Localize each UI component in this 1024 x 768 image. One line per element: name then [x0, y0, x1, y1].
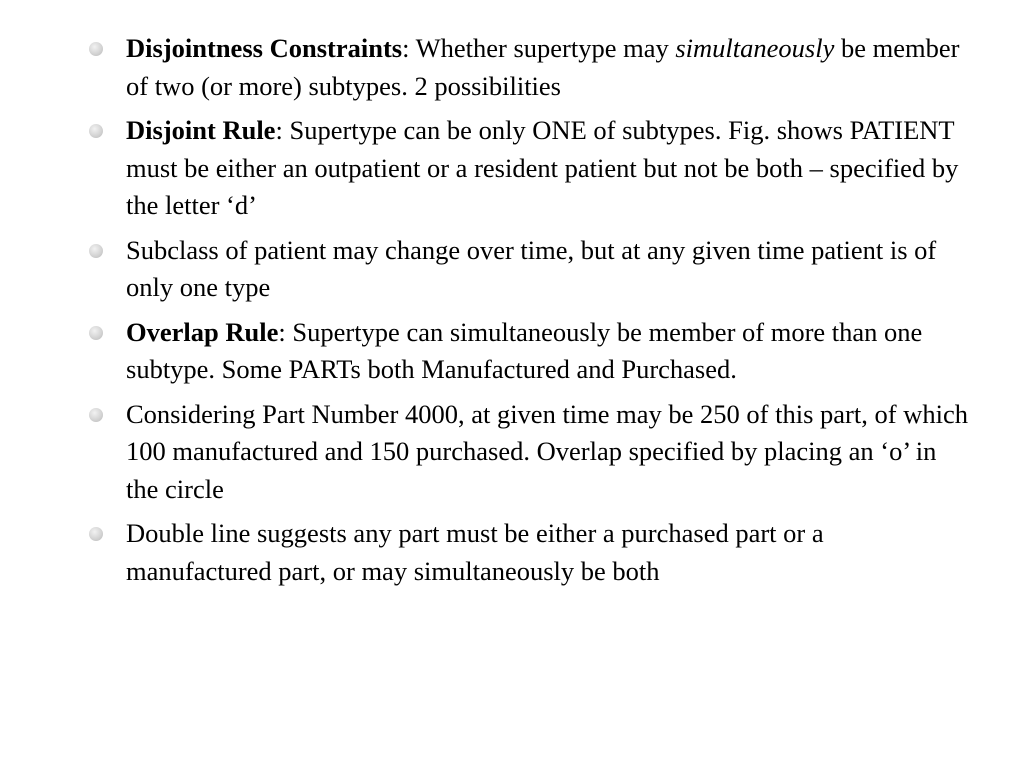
bullet-disjointness-constraints [89, 30, 969, 105]
bullet-text: Double line suggests any part must be either a purchased part or a manufactured part, or may simultaneously be both [126, 518, 824, 586]
bullet-overlap-rule [89, 314, 969, 389]
bullet-term: Overlap Rule [126, 316, 279, 347]
bullet-disjoint-rule [89, 112, 969, 225]
bullet-text: Supertype can simultaneously be member of more than one subtype. Some PARTs both Manufactured and Purchased. [126, 316, 923, 384]
bullet-separator: : [278, 316, 293, 347]
bullet-dot-icon [89, 124, 103, 138]
bullet-separator: : [402, 33, 416, 63]
bullet-term: Disjoint Rule [126, 115, 276, 145]
bullet-part-number-example [89, 396, 969, 509]
bullet-dot-icon [89, 527, 103, 541]
bullet-text: Considering Part Number 4000, at given time may be 250 of this part, of which 100 manufactured and 150 purchased. Overlap specified by placing an ‘o’ in the circle [126, 398, 968, 504]
bullet-dot-icon [89, 408, 103, 422]
bullet-dot-icon [89, 244, 103, 258]
bullet-text: Supertype can be only ONE of subtypes. Fig. shows PATIENT must be either an outpatient or a resident patient but not be both – specified by the letter ‘d’ [126, 115, 959, 220]
bullet-term: Disjointness Constraints [126, 33, 403, 63]
bullet-list [89, 30, 969, 597]
bullet-separator: : [275, 115, 290, 145]
bullet-double-line [89, 515, 969, 590]
bullet-dot-icon [89, 326, 103, 340]
bullet-text: Whether supertype may [415, 33, 676, 63]
bullet-dot-icon [89, 42, 103, 56]
bullet-text: be member of two (or more) subtypes. 2 possibilities [126, 33, 960, 101]
bullet-text: Subclass of patient may change over time, but at any given time patient is of only one type [126, 234, 937, 302]
bullet-emphasis: simultaneously [675, 33, 835, 63]
bullet-subclass-change [89, 232, 969, 307]
